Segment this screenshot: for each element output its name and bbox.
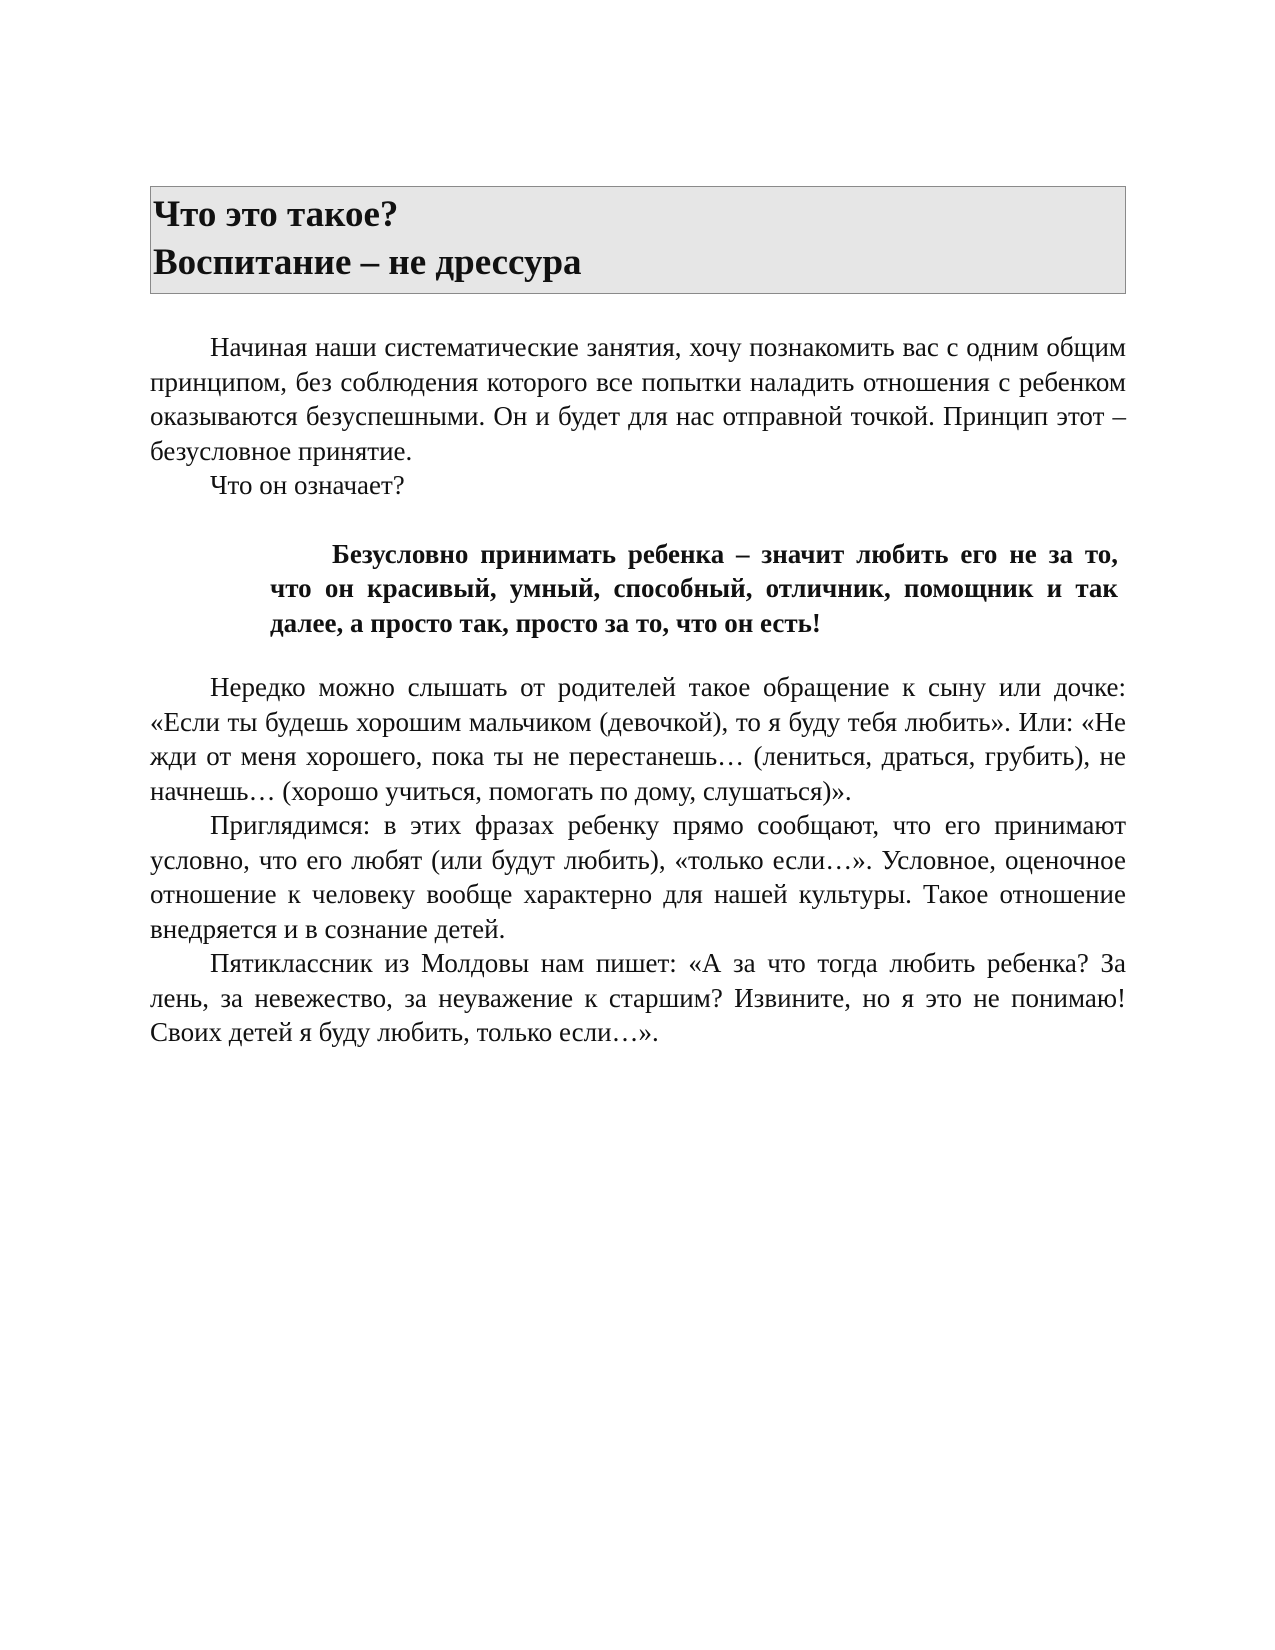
key-principle-quote: Безусловно принимать ребенка – значит любить его не за то, что он красивый, умный, способный, отличник, помощник и так далее, а просто так, просто за то, что он есть!	[270, 538, 1118, 638]
paragraph-parents-phrases: Нередко можно слышать от родителей такое обращение к сыну или дочке: «Если ты будешь хорошим мальчиком (девочкой), то я буду тебя любить». Или: «Не жди от меня хорошего, пока ты не перестанешь… (лениться, драться, грубить), не начнешь… (хорошо учиться, помогать по дому, слушаться)».	[150, 672, 1126, 806]
paragraph-student-letter: Пятиклассник из Молдовы нам пишет: «А за что тогда любить ребенка? За лень, за невежество, за неуважение к старшим? Извините, но я это не понимаю! Своих детей я буду любить, только если…».	[150, 948, 1126, 1047]
paragraph-intro: Начиная наши систематические занятия, хочу познакомить вас с одним общим принципом, без соблюдения которого все попытки наладить отношения с ребенком оказываются безуспешными. Он и будет для нас отправной точкой. Принцип этот – безусловное принятие.	[150, 332, 1126, 466]
chapter-subtitle: Воспитание – не дрессура	[153, 242, 582, 283]
paragraph-question: Что он означает?	[210, 470, 405, 500]
chapter-title: Что это такое?	[153, 194, 399, 235]
chapter-heading-box	[150, 186, 1126, 294]
body-text	[150, 330, 1126, 1050]
paragraph-conditional-acceptance: Приглядимся: в этих фразах ребенку прямо сообщают, что его принимают условно, что его любят (или будут любить), «только если…». Условное, оценочное отношение к человеку вообще характерно для нашей культуры. Такое отношение внедряется и в сознание детей.	[150, 810, 1126, 944]
document-page	[150, 186, 1126, 1050]
